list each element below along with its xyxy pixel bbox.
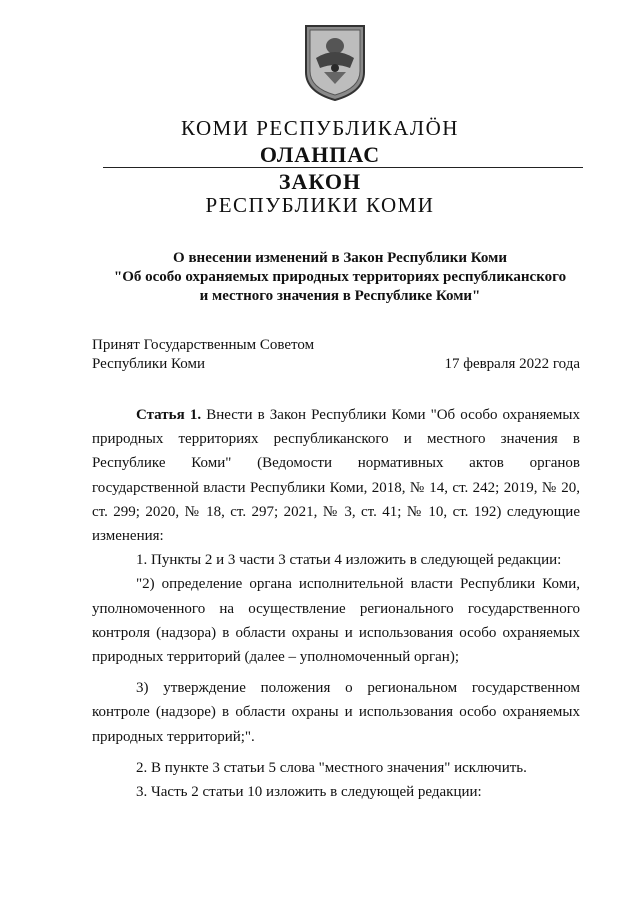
adoption-line1: Принят Государственным Советом bbox=[92, 337, 315, 353]
law-body bbox=[92, 403, 580, 804]
item-1-point-3: 3) утверждение положения о региональном государственном контроле (надзоре) в области охраны и использования особо охраняемых природных территорий;". bbox=[92, 680, 580, 745]
coat-of-arms-emblem bbox=[302, 22, 368, 102]
paragraph-gap bbox=[92, 669, 580, 676]
header-divider bbox=[103, 167, 583, 168]
article-text: Внести в Закон Республики Коми "Об особо охраняемых природных территориях республиканского и местного значения в Республике Коми" (Ведомости нормативных актов органов государственной власти Республики Коми, 2018, № 14, ст. 242; 2019, № 20, ст. 299; 2020, № 18, ст. 297; 2021, № 3, ст. 41; № 10, ст. 192) следующие изменения: bbox=[92, 407, 580, 545]
item-2: 2. В пункте 3 статьи 5 слова "местного значения" исключить. bbox=[136, 759, 527, 776]
adoption-date: 17 февраля 2022 года bbox=[444, 356, 580, 372]
item-1-point-2: "2) определение органа исполнительной власти Республики Коми, уполномоченного на осуществление регионального государственного контроля (надзора) в области охраны и использования особо охраняемых природных территорий (далее – уполномоченный орган); bbox=[92, 576, 580, 666]
law-title-line3: и местного значения в Республике Коми" bbox=[199, 288, 481, 304]
article-label: Статья 1. bbox=[136, 407, 202, 423]
adoption-note bbox=[92, 336, 314, 374]
law-title-line2: "Об особо охраняемых природных территориях республиканского bbox=[113, 269, 567, 285]
header-olanpas: ОЛАНПАС bbox=[259, 142, 381, 167]
item-3: 3. Часть 2 статьи 10 изложить в следующей редакции: bbox=[136, 784, 482, 801]
item-1: 1. Пункты 2 и 3 части 3 статьи 4 изложить в следующей редакции: bbox=[136, 552, 562, 569]
header-komi-republic: КОМИ РЕСПУБЛИКАЛӦН bbox=[181, 116, 459, 140]
law-title bbox=[60, 249, 620, 306]
adoption-line2: Республики Коми bbox=[92, 356, 205, 372]
article-1-paragraph bbox=[92, 403, 580, 548]
law-title-line1: О внесении изменений в Закон Республики Коми bbox=[173, 250, 507, 266]
header-zakon: ЗАКОН bbox=[278, 169, 362, 194]
header-republic: РЕСПУБЛИКИ КОМИ bbox=[205, 193, 435, 217]
paragraph-gap bbox=[92, 749, 580, 756]
